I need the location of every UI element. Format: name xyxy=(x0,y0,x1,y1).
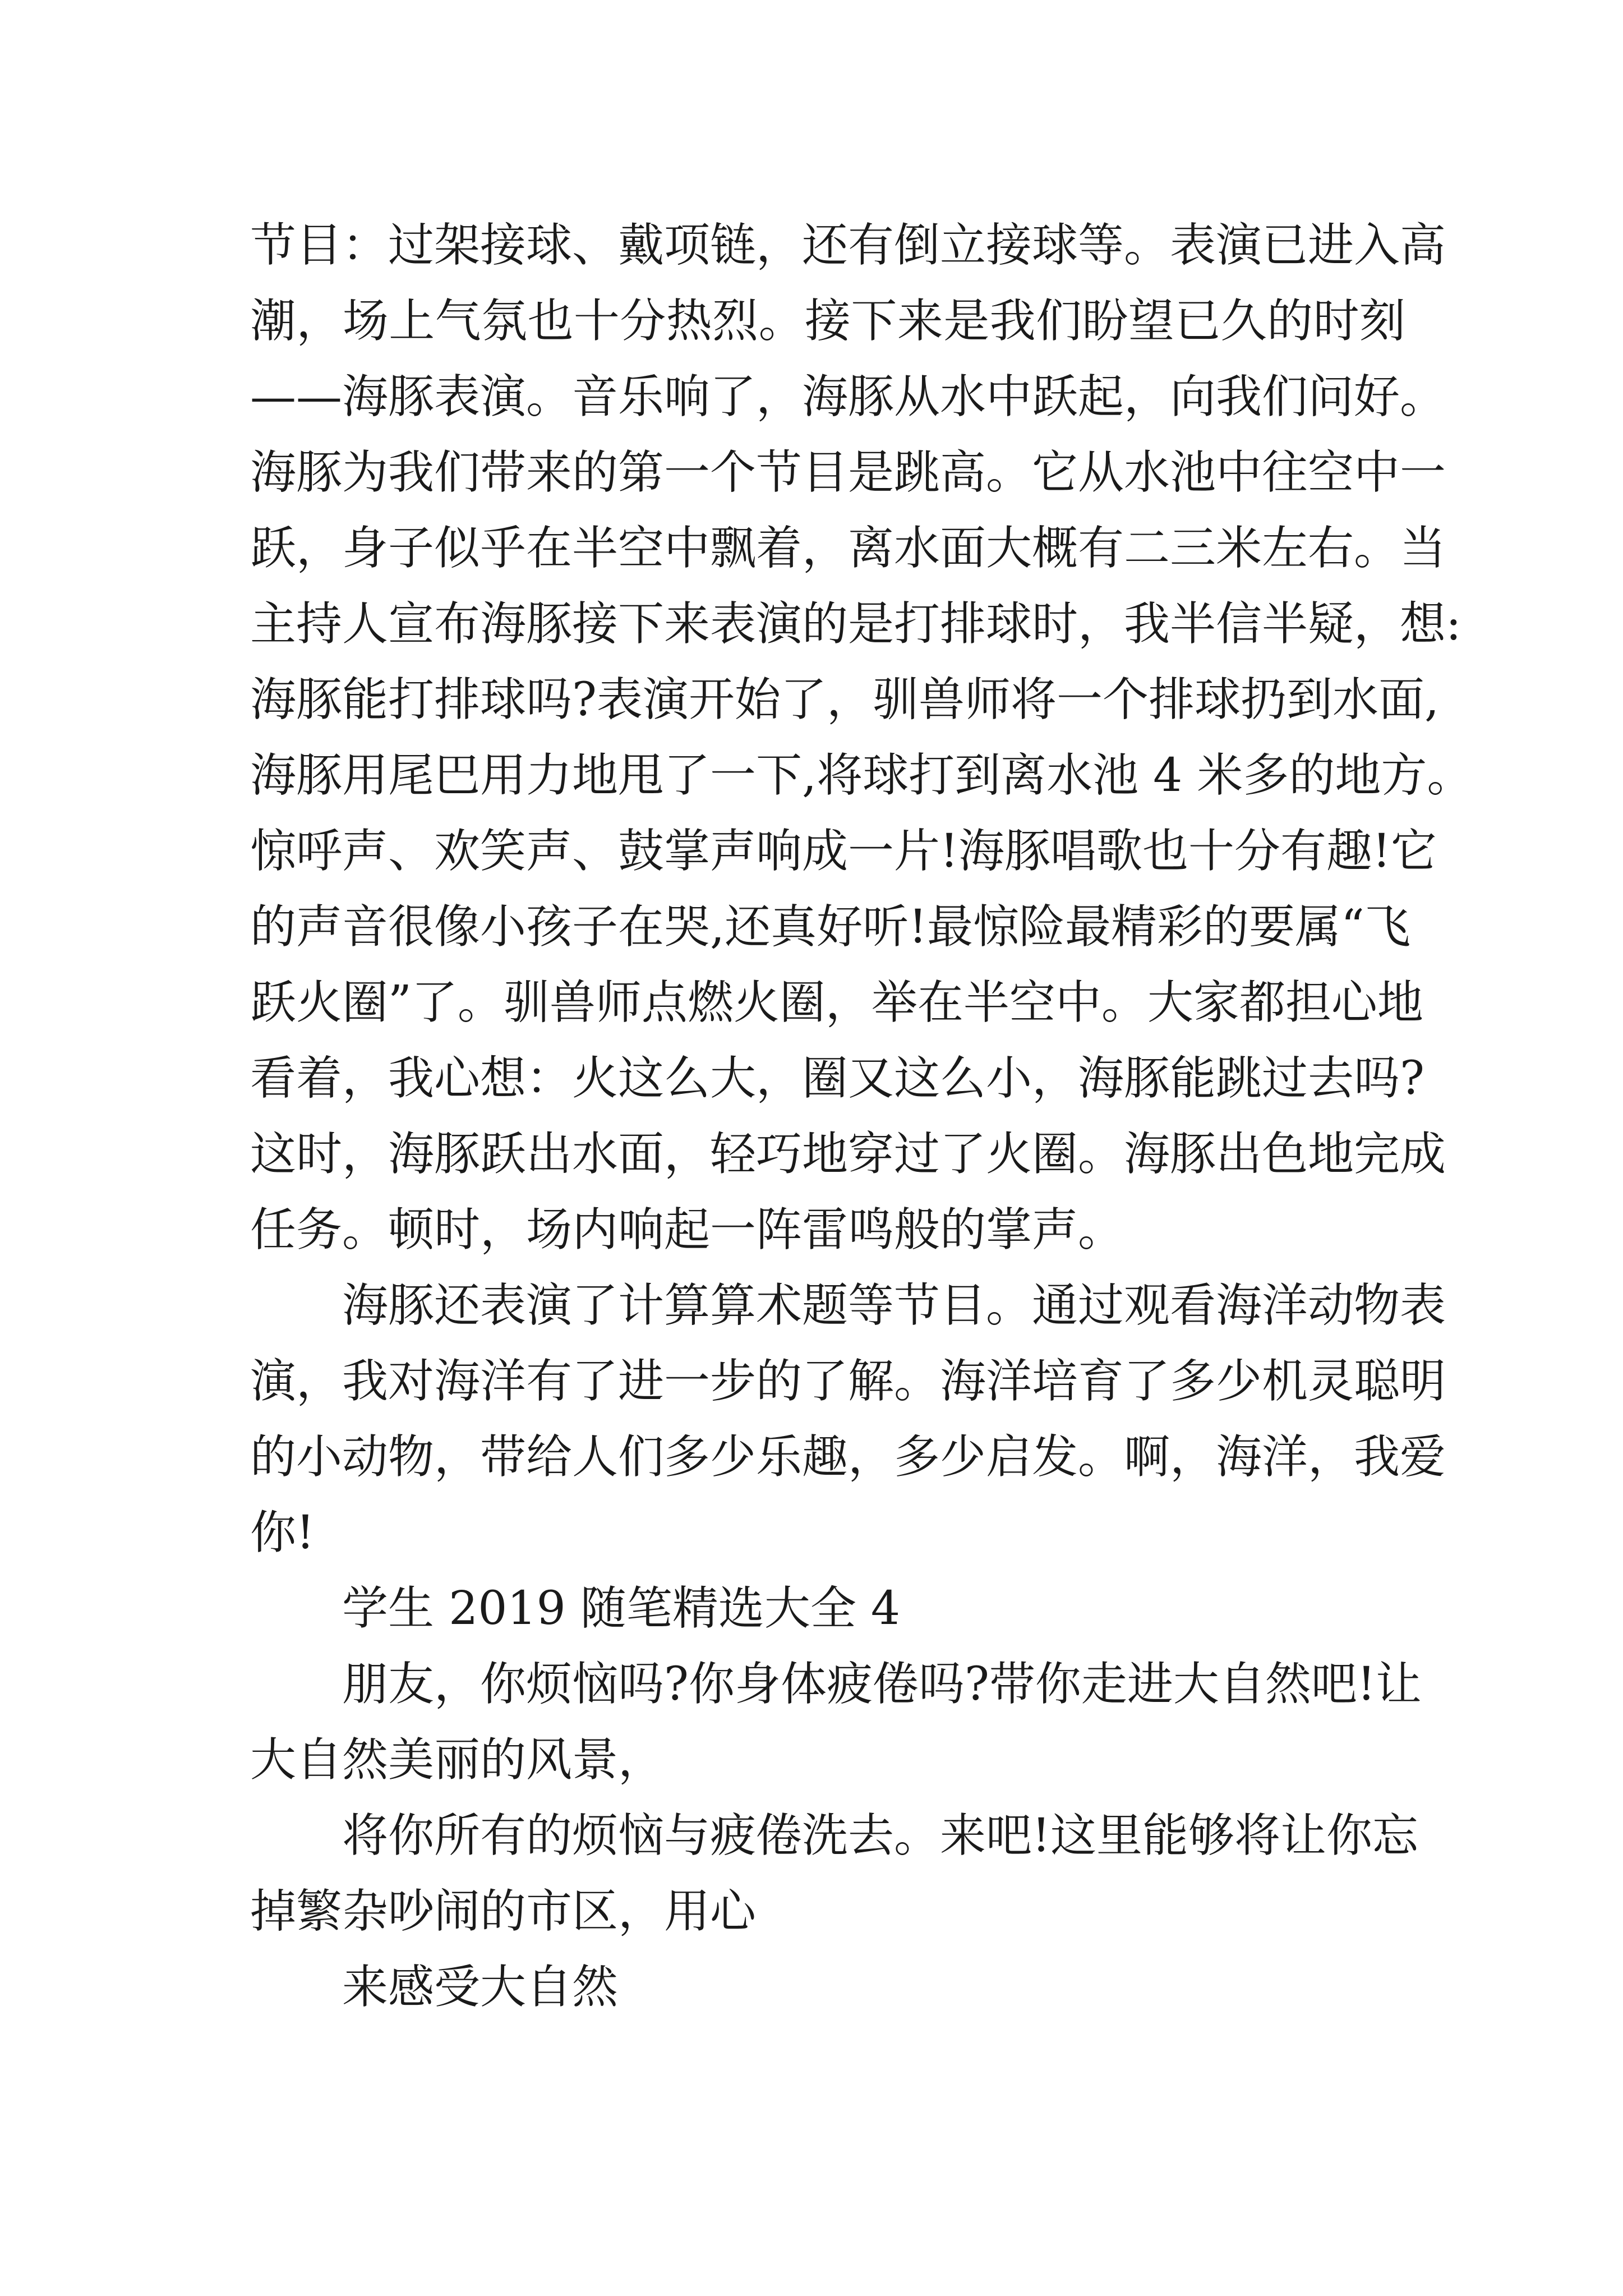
text-line: 跃，身子似乎在半空中飘着，离水面大概有二三米左右。当 xyxy=(250,522,1446,575)
text-line: 节目：过架接球、戴项链，还有倒立接球等。表演已进入高 xyxy=(250,219,1446,272)
text-line: 你! xyxy=(250,1506,315,1559)
text-line: 的声音很像小孩子在哭,还真好听!最惊险最精彩的要属“飞 xyxy=(250,900,1410,954)
text-line: 掉繁杂吵闹的市区，用心 xyxy=(250,1885,757,1938)
text-line: 惊呼声、欢笑声、鼓掌声响成一片!海豚唱歌也十分有趣!它 xyxy=(250,825,1437,878)
text-line: 将你所有的烦恼与疲倦洗去。来吧!这里能够将让你忘 xyxy=(342,1809,1418,1862)
text-line: 来感受大自然 xyxy=(342,1961,619,2014)
text-line: 主持人宣布海豚接下来表演的是打排球时，我半信半疑，想: xyxy=(250,597,1461,651)
text-line: 的小动物，带给人们多少乐趣，多少启发。啊，海洋，我爱 xyxy=(250,1430,1446,1484)
text-line: 海豚能打排球吗?表演开始了，驯兽师将一个排球扔到水面, xyxy=(250,673,1440,726)
text-line: 任务。顿时，场内响起一阵雷鸣般的掌声。 xyxy=(250,1203,1124,1257)
text-line: 看着，我心想：火这么大，圈又这么小，海豚能跳过去吗? xyxy=(250,1052,1424,1105)
text-line: 这时，海豚跃出水面，轻巧地穿过了火圈。海豚出色地完成 xyxy=(250,1128,1446,1181)
text-line: 跃火圈”了。驯兽师点燃火圈，举在半空中。大家都担心地 xyxy=(250,976,1423,1029)
section-title: 学生 2019 随笔精选大全 4 xyxy=(342,1582,901,1635)
text-line: ——海豚表演。音乐响了，海豚从水中跃起，向我们问好。 xyxy=(250,370,1446,424)
text-line: 海豚为我们带来的第一个节目是跳高。它从水池中往空中一 xyxy=(250,446,1446,499)
text-line: 演，我对海洋有了进一步的了解。海洋培育了多少机灵聪明 xyxy=(250,1355,1446,1408)
text-line: 大自然美丽的风景， xyxy=(250,1733,665,1787)
text-line: 海豚用尾巴用力地甩了一下,将球打到离水池 4 米多的地方。 xyxy=(250,749,1473,802)
text-line: 朋友，你烦恼吗?你身体疲倦吗?带你走进大自然吧!让 xyxy=(342,1658,1422,1711)
document-body xyxy=(250,208,1473,2025)
text-line: 潮，场上气氛也十分热烈。接下来是我们盼望已久的时刻 xyxy=(250,295,1405,348)
text-line: 海豚还表演了计算算术题等节目。通过观看海洋动物表 xyxy=(342,1279,1446,1332)
